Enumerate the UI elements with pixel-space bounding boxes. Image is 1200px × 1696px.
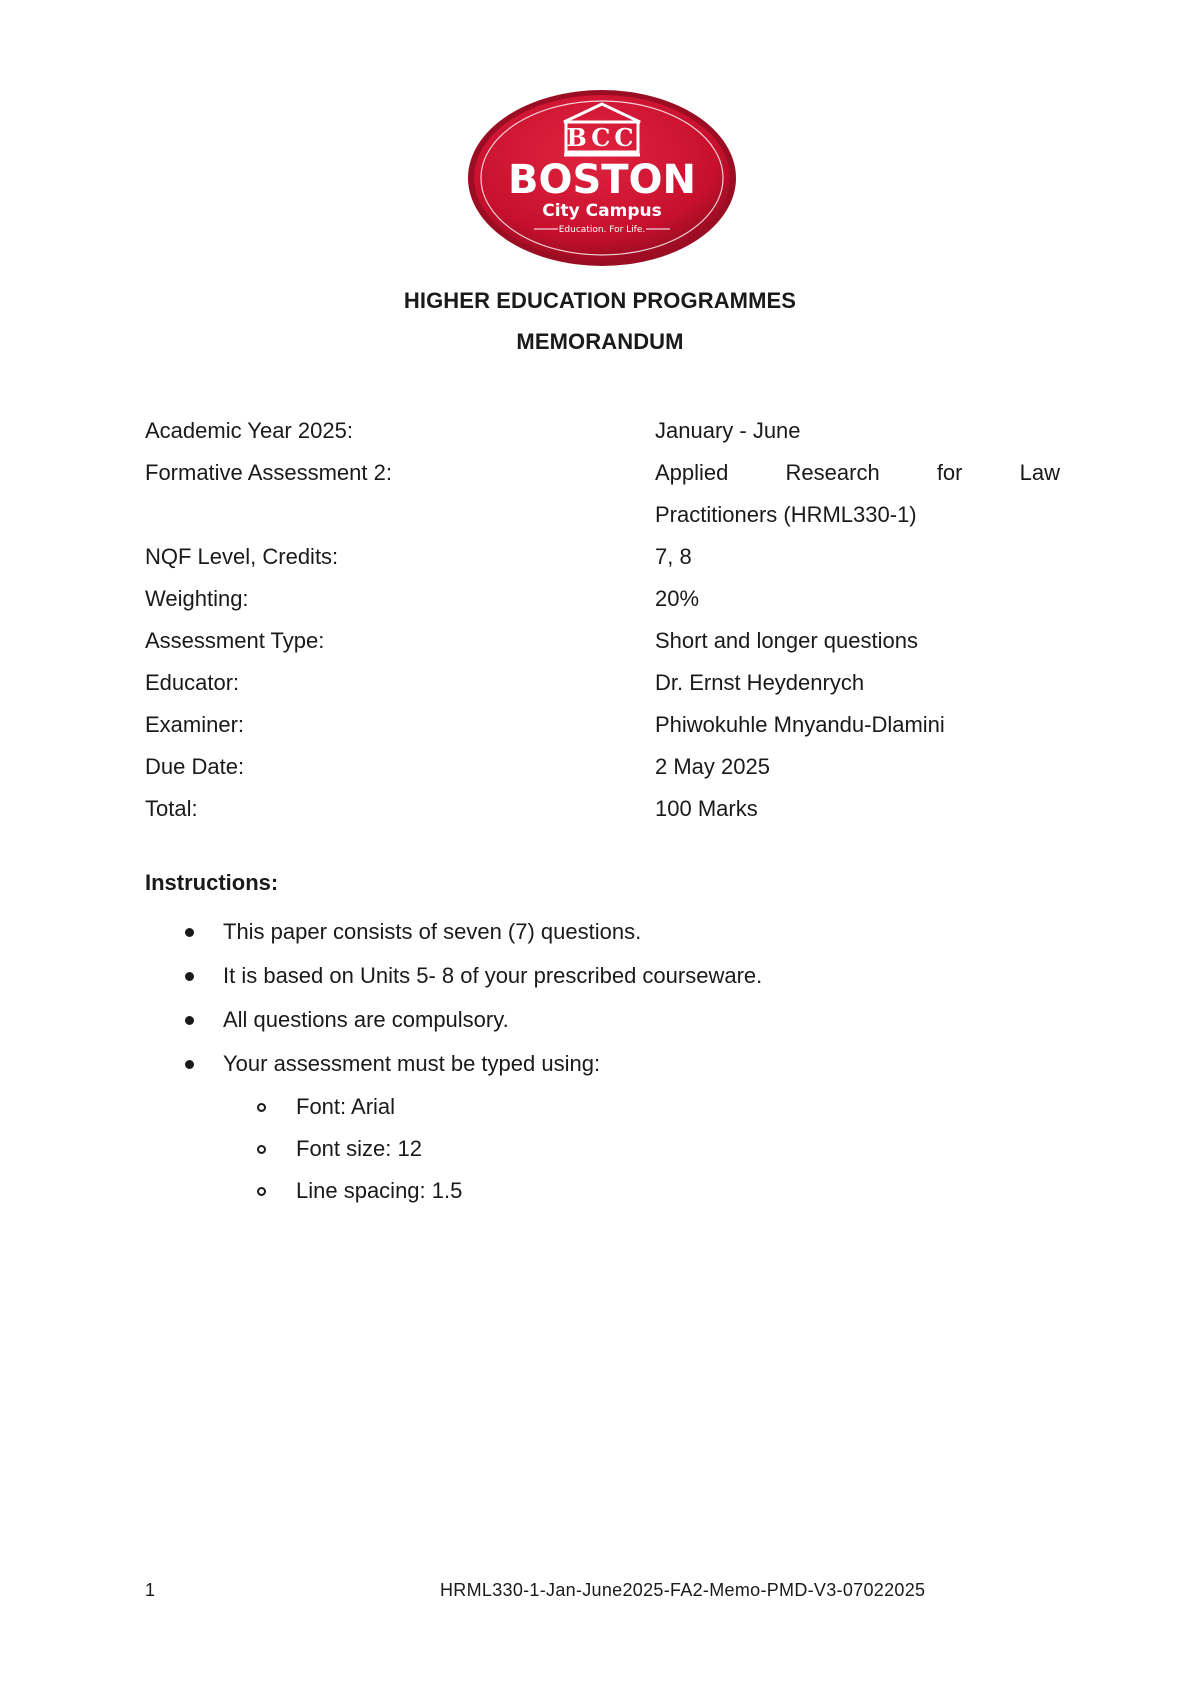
- bullet-icon: [185, 928, 194, 937]
- info-label: Total:: [145, 796, 198, 821]
- bullet-icon: [185, 972, 194, 981]
- logo-subtitle: City Campus: [542, 201, 662, 221]
- info-value: January - June: [655, 418, 801, 443]
- info-label: Due Date:: [145, 754, 245, 779]
- info-label: Academic Year 2025:: [145, 418, 353, 443]
- list-item-text: It is based on Units 5- 8 of your prescribed courseware.: [223, 963, 763, 988]
- list-item-text: This paper consists of seven (7) questions.: [223, 919, 642, 944]
- info-row-due-date: [145, 746, 1060, 788]
- page-number: 1: [145, 1580, 156, 1600]
- list-item-text: Your assessment must be typed using:: [223, 1051, 601, 1076]
- info-row-formative-assessment: [145, 452, 1060, 494]
- programme-heading: HIGHER EDUCATION PROGRAMMES: [403, 288, 797, 313]
- info-row-weighting: [145, 578, 1060, 620]
- logo-emblem-icon: [466, 88, 738, 268]
- bullet-icon: [185, 1016, 194, 1025]
- info-value: Short and longer questions: [655, 628, 918, 653]
- document-code: HRML330-1-Jan-June2025-FA2-Memo-PMD-V3-07022025: [440, 1580, 926, 1600]
- logo-name: BOSTON: [507, 157, 697, 203]
- assessment-info-table: [145, 410, 1060, 830]
- info-label: Formative Assessment 2:: [145, 460, 392, 485]
- sub-list-item: [145, 1086, 762, 1128]
- sub-list-item: [145, 1128, 762, 1170]
- sub-list-item: [145, 1170, 762, 1212]
- info-label: Assessment Type:: [145, 628, 325, 653]
- instructions-list: [145, 910, 762, 1212]
- info-label: Examiner:: [145, 712, 245, 737]
- instructions-title: Instructions:: [145, 870, 279, 895]
- info-value: Applied Research for Law: [655, 460, 1060, 485]
- info-label: Educator:: [145, 670, 240, 695]
- info-label: Weighting:: [145, 586, 249, 611]
- sub-list-item-text: Font size: 12: [296, 1136, 422, 1161]
- info-row-formative-assessment-cont: [145, 494, 1060, 536]
- list-item: [145, 954, 762, 998]
- list-item: [145, 910, 762, 954]
- info-value: 100 Marks: [655, 796, 758, 821]
- info-row-educator: [145, 662, 1060, 704]
- info-value: Dr. Ernst Heydenrych: [655, 670, 865, 695]
- info-row-academic-year: [145, 410, 1060, 452]
- logo-acronym: BCC: [566, 123, 638, 152]
- info-row-total: [145, 788, 1060, 830]
- info-value: 2 May 2025: [655, 754, 770, 779]
- info-value: 7, 8: [655, 544, 692, 569]
- list-item-text: All questions are compulsory.: [223, 1007, 509, 1032]
- info-label: NQF Level, Credits:: [145, 544, 339, 569]
- memorandum-heading: MEMORANDUM: [516, 329, 684, 354]
- hollow-bullet-icon: [257, 1103, 266, 1112]
- sub-list-item-text: Font: Arial: [296, 1094, 396, 1119]
- info-value: 20%: [655, 586, 700, 611]
- info-value: Phiwokuhle Mnyandu-Dlamini: [655, 712, 945, 737]
- list-item: [145, 998, 762, 1042]
- hollow-bullet-icon: [257, 1187, 266, 1196]
- info-value-cont: Practitioners (HRML330-1): [655, 502, 917, 527]
- info-label-empty: [145, 494, 655, 536]
- list-item: [145, 1042, 762, 1086]
- info-row-nqf: [145, 536, 1060, 578]
- logo-tagline: Education. For Life.: [558, 225, 646, 235]
- bullet-icon: [185, 1060, 194, 1069]
- info-row-examiner: [145, 704, 1060, 746]
- boston-city-campus-logo: [466, 88, 738, 268]
- info-row-assessment-type: [145, 620, 1060, 662]
- sub-list-item-text: Line spacing: 1.5: [296, 1178, 463, 1203]
- hollow-bullet-icon: [257, 1145, 266, 1154]
